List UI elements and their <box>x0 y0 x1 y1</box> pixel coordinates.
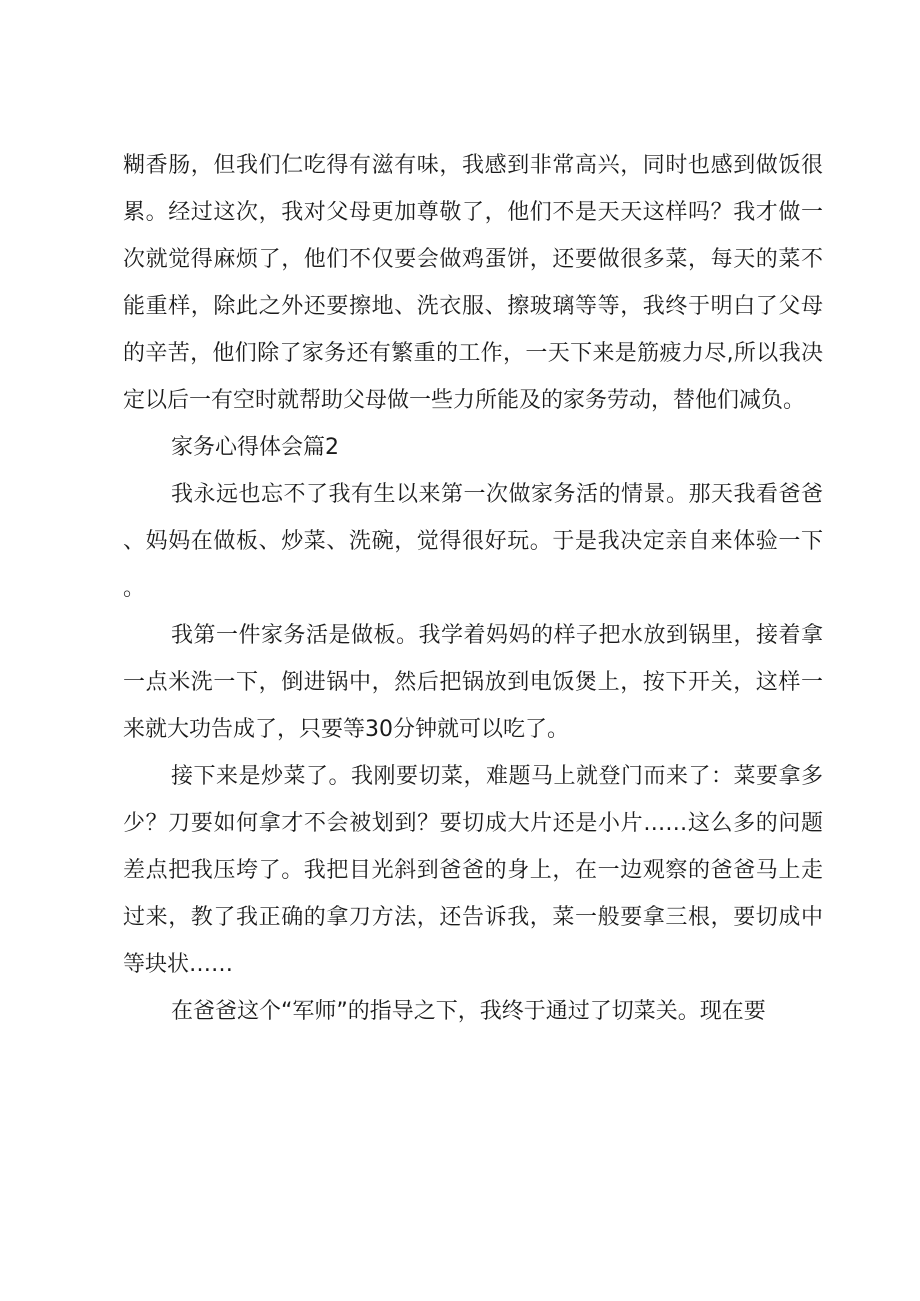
paragraph-continuation: 糊香肠，但我们仁吃得有滋有味，我感到非常高兴，同时也感到做饭很累。经过这次，我对父母更加尊敬了，他们不是天天这样吗？我才做一次就觉得麻烦了，他们不仅要会做鸡蛋饼，还要做很多菜，每天的菜不能重样，除此之外还要擦地、洗衣服、擦玻璃等等，我终于明白了父母的辛苦，他们除了家务还有繁重的工作，一天下来是筋疲力尽,所以我决定以后一有空时就帮助父母做一些力所能及的家务劳动，替他们减负。 <box>123 153 823 413</box>
paragraph-conclusion-start: 在爸爸这个“军师”的指导之下，我终于通过了切菜关。现在要 <box>171 999 766 1024</box>
paragraph-cutting-vegetables: 接下来是炒菜了。我刚要切菜，难题马上就登门而来了：菜要拿多少？刀要如何拿才不会被划到？要切成大片还是小片……这么多的问题差点把我压垮了。我把目光斜到爸爸的身上，在一边观察的爸爸马上走过来，教了我正确的拿刀方法，还告诉我，菜一般要拿三根，要切成中等块状…… <box>123 764 823 977</box>
paragraph-cooking-rice: 我第一件家务活是做板。我学着妈妈的样子把水放到锅里，接着拿一点米洗一下，倒进锅中，然后把锅放到电饭煲上，按下开关，这样一来就大功告成了，只要等30分钟就可以吃了。 <box>123 623 823 742</box>
document-body <box>123 142 823 1035</box>
paragraph-intro: 我永远也忘不了我有生以来第一次做家务活的情景。那天我看爸爸、妈妈在做板、炒菜、洗碗，觉得很好玩。于是我决定亲自来体验一下。 <box>123 482 823 601</box>
section-heading: 家务心得体会篇2 <box>171 435 339 460</box>
